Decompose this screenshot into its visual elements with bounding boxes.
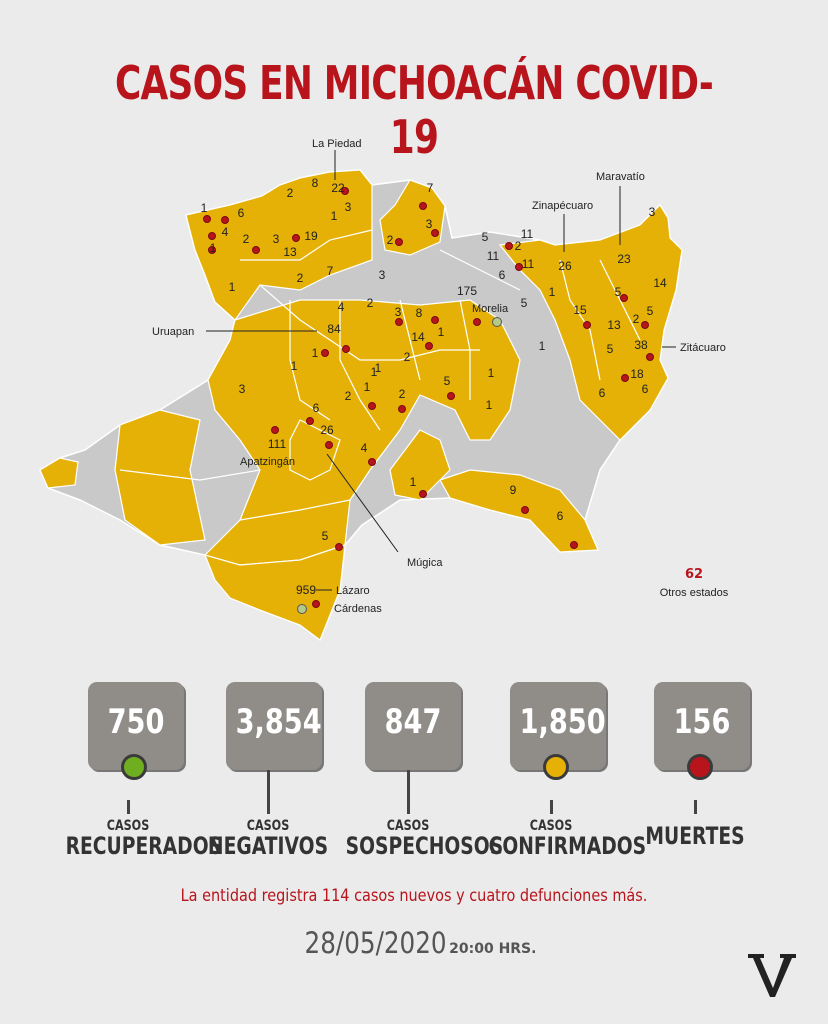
municipality-count: 3 <box>648 205 656 219</box>
marker <box>420 491 427 498</box>
marker <box>343 346 350 353</box>
municipality-count: 1 <box>311 346 319 360</box>
municipality-count: 6 <box>498 268 506 282</box>
status-dot <box>687 754 713 780</box>
stat-card <box>226 682 322 770</box>
municipality-count: 2 <box>296 271 304 285</box>
municipality-count: 6 <box>237 206 245 220</box>
marker-green <box>493 318 502 327</box>
municipality-count: 1 <box>548 285 556 299</box>
stat-value: 1,850 <box>519 702 606 742</box>
marker <box>326 442 333 449</box>
municipality-count: 19 <box>304 229 318 243</box>
municipality-count: 8 <box>415 306 423 320</box>
municipality-count: 111 <box>267 437 287 451</box>
municipality-count: 13 <box>607 318 621 332</box>
marker <box>209 233 216 240</box>
municipality-count: 9 <box>509 483 517 497</box>
municipality-count: 5 <box>646 304 654 318</box>
municipality-count: 5 <box>520 296 528 310</box>
place-label: Uruapan <box>152 326 195 338</box>
municipality-count: 6 <box>556 509 564 523</box>
municipality-count: 13 <box>283 245 297 259</box>
municipality-count: 23 <box>617 252 631 266</box>
place-label: Cárdenas <box>334 603 382 615</box>
report-date: 28/05/2020 <box>304 926 447 960</box>
report-datetime <box>0 926 828 960</box>
caption-line1: CASOS <box>246 818 290 834</box>
stat-card <box>654 682 750 770</box>
marker <box>396 239 403 246</box>
other-states-value: 62 <box>684 567 704 582</box>
municipality-count: 1 <box>409 475 417 489</box>
municipality-count: 3 <box>394 305 402 319</box>
municipality-count: 175 <box>456 284 478 298</box>
municipality-count: 3 <box>238 382 246 396</box>
municipality-count: 2 <box>398 387 406 401</box>
report-time: 20:00 HRS. <box>449 941 537 957</box>
marker <box>622 375 629 382</box>
stem-line <box>407 770 410 814</box>
place-label: Lázaro <box>336 585 370 597</box>
marker <box>621 295 628 302</box>
marker <box>522 507 529 514</box>
municipality-count: 2 <box>403 350 411 364</box>
municipality-count: 1 <box>200 201 208 215</box>
caption-line1: CASOS <box>106 818 150 834</box>
municipality-count: 11 <box>521 257 535 271</box>
summary-note: La entidad registra 114 casos nuevos y cuatro defunciones más. <box>180 886 648 906</box>
stat-value: 847 <box>384 702 442 742</box>
municipality-count: 2 <box>632 312 640 326</box>
stat-card <box>365 682 461 770</box>
municipality-count: 6 <box>641 382 649 396</box>
marker-green <box>298 605 307 614</box>
marker <box>420 203 427 210</box>
stat-value: 156 <box>673 702 731 742</box>
marker <box>506 243 513 250</box>
place-label: Zinapécuaro <box>532 200 594 212</box>
municipality-count: 5 <box>443 374 451 388</box>
marker <box>647 354 654 361</box>
stat-caption <box>471 818 647 860</box>
marker <box>204 216 211 223</box>
status-dot <box>121 754 147 780</box>
marker <box>474 319 481 326</box>
municipality-count: 6 <box>598 386 606 400</box>
stat-card <box>510 682 606 770</box>
municipality-count: 22 <box>331 181 345 195</box>
municipality-count: 3 <box>425 217 433 231</box>
municipality-count: 1 <box>209 241 217 255</box>
marker <box>399 406 406 413</box>
stem-line <box>127 800 130 814</box>
other-states-label: Otros estados <box>659 587 729 599</box>
marker <box>396 319 403 326</box>
municipality-count: 7 <box>426 181 434 195</box>
marker <box>293 235 300 242</box>
marker <box>448 393 455 400</box>
municipality-count: 11 <box>520 227 534 241</box>
municipality-count: 4 <box>221 225 229 239</box>
municipality-count: 11 <box>486 249 500 263</box>
municipality-count: 15 <box>573 303 587 317</box>
marker <box>426 343 433 350</box>
municipality-count: 26 <box>558 259 572 273</box>
municipality-count: 18 <box>630 367 644 381</box>
marker <box>336 544 343 551</box>
municipality-count: 14 <box>653 276 667 290</box>
place-label: Múgica <box>407 557 443 569</box>
municipality-count: 38 <box>634 338 648 352</box>
caption-line1: CASOS <box>529 818 573 834</box>
municipality-count: 5 <box>321 529 329 543</box>
place-label: Apatzingán <box>240 456 296 468</box>
place-label: La Piedad <box>312 138 362 150</box>
municipality-count: 4 <box>337 300 345 314</box>
place-label: Morelia <box>472 303 509 315</box>
municipality-count: 1 <box>538 339 546 353</box>
municipality-count: 5 <box>606 342 614 356</box>
municipality-count: 14 <box>411 330 425 344</box>
stat-caption <box>188 818 348 860</box>
stat-value: 3,854 <box>235 702 322 742</box>
municipality-count: 7 <box>326 264 334 278</box>
municipality-count: 1 <box>487 366 495 380</box>
municipality-count: 1 <box>485 398 493 412</box>
brand-logo <box>746 950 798 1000</box>
municipality-count: 2 <box>514 239 522 253</box>
stat-caption <box>328 818 504 860</box>
place-label: Maravatío <box>596 171 645 183</box>
stat-caption <box>48 818 223 860</box>
marker <box>432 230 439 237</box>
municipality-count: 2 <box>366 296 374 310</box>
municipality-count: 26 <box>320 423 334 437</box>
municipality-count: 2 <box>386 233 394 247</box>
stem-line <box>267 770 270 814</box>
caption-line2: RECUPERADOS <box>65 832 223 860</box>
municipality-count: 1 <box>437 325 445 339</box>
stat-value: 750 <box>107 702 165 742</box>
marker <box>642 322 649 329</box>
caption-line2: CONFIRMADOS <box>488 832 647 860</box>
affected-regions <box>40 170 682 640</box>
marker <box>369 403 376 410</box>
municipality-count: 5 <box>481 230 489 244</box>
municipality-count: 6 <box>312 401 320 415</box>
marker <box>313 601 320 608</box>
stat-card <box>88 682 184 770</box>
municipality-count: 1 <box>374 361 382 375</box>
marker <box>322 350 329 357</box>
caption-line2: NEGATIVOS <box>207 832 329 860</box>
caption-line2: SOSPECHOSOS <box>345 832 504 860</box>
municipality-count: 1 <box>370 365 378 379</box>
municipality-count: 1 <box>330 209 338 223</box>
municipality-count: 3 <box>378 268 386 282</box>
stem-line <box>550 800 553 814</box>
marker <box>253 247 260 254</box>
municipality-count: 2 <box>242 232 250 246</box>
page-title: CASOS EN MICHOACÁN COVID-19 <box>115 56 713 164</box>
marker <box>584 322 591 329</box>
marker <box>432 317 439 324</box>
marker <box>222 217 229 224</box>
marker <box>571 542 578 549</box>
municipality-count: 1 <box>363 380 371 394</box>
municipality-count: 3 <box>272 232 280 246</box>
status-dot <box>543 754 569 780</box>
municipality-count: 8 <box>311 176 319 190</box>
municipality-count: 959 <box>295 583 317 597</box>
caption-line1: CASOS <box>386 818 430 834</box>
caption-line2: MUERTES <box>645 822 745 850</box>
place-label: Zitácuaro <box>680 342 726 354</box>
marker <box>369 459 376 466</box>
marker <box>272 427 279 434</box>
marker <box>307 418 314 425</box>
municipality-count: 84 <box>327 322 341 336</box>
municipality-count: 2 <box>344 389 352 403</box>
municipality-count: 4 <box>360 441 368 455</box>
municipality-count: 1 <box>228 280 236 294</box>
stat-caption <box>615 818 775 850</box>
municipality-count: 3 <box>344 200 352 214</box>
stem-line <box>694 800 697 814</box>
municipality-count: 2 <box>286 186 294 200</box>
municipality-count: 1 <box>290 359 298 373</box>
municipality-count: 5 <box>614 285 622 299</box>
